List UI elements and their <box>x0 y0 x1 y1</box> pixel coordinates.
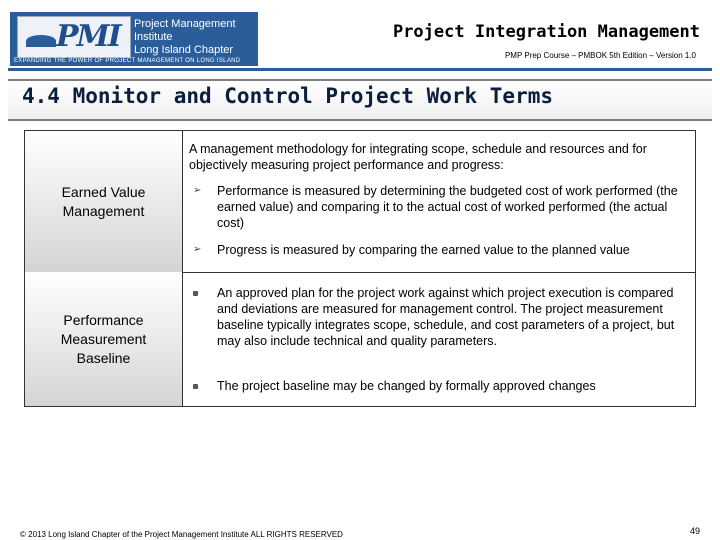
bullet-text: Performance is measured by determining the budgeted cost of work performed (the earned value) and comparing it to the actual cost of worked performed (the actual cost) <box>217 184 678 230</box>
arrow-bullet-icon: ➢ <box>193 185 202 196</box>
square-bullet-icon <box>193 384 198 389</box>
copyright-footer: © 2013 Long Island Chapter of the Project Management Institute ALL RIGHTS RESERVED <box>20 530 343 539</box>
list-item <box>193 183 689 231</box>
definition-cell <box>183 272 695 406</box>
wave-icon <box>26 35 56 47</box>
bullet-text: An approved plan for the project work against which project execution is compared and deviations are measured for management control. The project measurement baseline typically integrates scope, schedule, and cost parameters of a project, but may also include technical and quality parameters. <box>217 286 675 348</box>
table-row <box>25 272 695 406</box>
deck-title: Project Integration Management <box>392 22 700 42</box>
page-number: 49 <box>689 526 700 536</box>
header-rule <box>8 68 712 71</box>
list-item <box>193 285 689 349</box>
slide-heading: 4.4 Monitor and Control Project Work Terms <box>22 84 554 108</box>
pmi-logo <box>10 12 258 66</box>
logo-tagline: EXPANDING THE POWER OF PROJECT MANAGEMENT ON LONG ISLAND <box>14 58 241 64</box>
definition-intro: A management methodology for integrating scope, schedule and resources and for objectively measuring project performance and progress: <box>189 142 647 172</box>
bullet-text: Progress is measured by comparing the earned value to the planned value <box>217 243 630 257</box>
list-item <box>193 378 689 394</box>
term-cell: Performance Measurement Baseline <box>25 272 183 406</box>
table-row <box>25 131 695 273</box>
bullet-text: The project baseline may be changed by formally approved changes <box>217 379 596 393</box>
logo-mark <box>17 16 131 58</box>
logo-org-line2: Long Island Chapter <box>134 44 234 56</box>
term-cell: Earned Value Management <box>25 131 183 272</box>
logo-org-line1: Project Management Institute <box>134 18 236 43</box>
square-bullet-icon <box>193 291 198 296</box>
definition-cell <box>183 131 695 272</box>
deck-subtitle: PMP Prep Course – PMBOK 5th Edition – Version 1.0 <box>504 51 696 60</box>
arrow-bullet-icon: ➢ <box>193 244 202 255</box>
logo-mark-text: PMI <box>56 19 120 54</box>
terms-table <box>24 130 696 407</box>
logo-org-name <box>134 18 258 57</box>
list-item <box>193 242 689 258</box>
